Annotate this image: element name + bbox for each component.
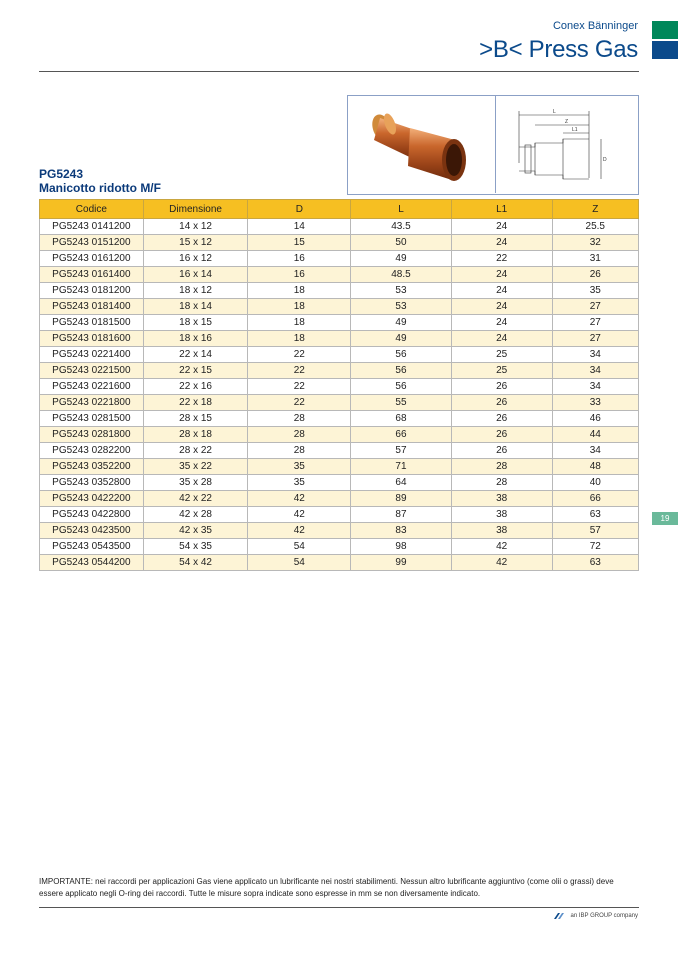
table-row bbox=[40, 331, 639, 347]
table-row bbox=[40, 251, 639, 267]
table-cell: 15 x 12 bbox=[143, 235, 248, 251]
drawing-label-d: D bbox=[603, 157, 607, 163]
table-body bbox=[40, 219, 639, 571]
table-cell: PG5243 0221500 bbox=[40, 363, 144, 379]
table-cell: 26 bbox=[451, 379, 552, 395]
table-cell: 28 bbox=[248, 411, 351, 427]
table-row bbox=[40, 491, 639, 507]
table-cell: 89 bbox=[351, 491, 452, 507]
table-cell: 66 bbox=[552, 491, 639, 507]
table-cell: 42 bbox=[248, 523, 351, 539]
table-row bbox=[40, 443, 639, 459]
table-cell: PG5243 0141200 bbox=[40, 219, 144, 235]
table-cell: PG5243 0352800 bbox=[40, 475, 144, 491]
table-cell: 25.5 bbox=[552, 219, 639, 235]
table-cell: 16 x 14 bbox=[143, 267, 248, 283]
table-header-row bbox=[40, 200, 639, 219]
table-cell: 18 bbox=[248, 331, 351, 347]
table-cell: 24 bbox=[451, 315, 552, 331]
column-header-d: D bbox=[248, 200, 351, 219]
table-cell: 34 bbox=[552, 363, 639, 379]
table-cell: 53 bbox=[351, 283, 452, 299]
footer-divider bbox=[39, 907, 639, 908]
table-cell: 42 bbox=[451, 555, 552, 571]
table-cell: 18 bbox=[248, 299, 351, 315]
table-cell: PG5243 0281500 bbox=[40, 411, 144, 427]
table-cell: PG5243 0281800 bbox=[40, 427, 144, 443]
page-number-tab: 19 bbox=[652, 512, 678, 525]
table-cell: 99 bbox=[351, 555, 452, 571]
table-cell: 22 x 14 bbox=[143, 347, 248, 363]
table-cell: 22 bbox=[248, 347, 351, 363]
table-cell: 38 bbox=[451, 491, 552, 507]
table-cell: 43.5 bbox=[351, 219, 452, 235]
table-cell: PG5243 0544200 bbox=[40, 555, 144, 571]
table-row bbox=[40, 395, 639, 411]
table-row bbox=[40, 299, 639, 315]
table-row bbox=[40, 523, 639, 539]
table-cell: 14 bbox=[248, 219, 351, 235]
fitting-drawing bbox=[505, 103, 633, 187]
table-cell: 68 bbox=[351, 411, 452, 427]
table-row bbox=[40, 475, 639, 491]
table-cell: 24 bbox=[451, 283, 552, 299]
table-cell: 66 bbox=[351, 427, 452, 443]
table-cell: 18 bbox=[248, 283, 351, 299]
table-cell: 55 bbox=[351, 395, 452, 411]
table-cell: 28 x 18 bbox=[143, 427, 248, 443]
table-cell: 22 bbox=[248, 395, 351, 411]
column-header-l1: L1 bbox=[451, 200, 552, 219]
table-cell: PG5243 0161200 bbox=[40, 251, 144, 267]
product-name: Manicotto ridotto M/F bbox=[39, 181, 161, 195]
table-cell: 28 bbox=[248, 427, 351, 443]
table-cell: 49 bbox=[351, 315, 452, 331]
table-cell: 28 bbox=[248, 443, 351, 459]
table-cell: 56 bbox=[351, 363, 452, 379]
drawing-label-z: Z bbox=[565, 119, 569, 125]
table-cell: 35 x 28 bbox=[143, 475, 248, 491]
table-row bbox=[40, 219, 639, 235]
table-cell: 42 x 22 bbox=[143, 491, 248, 507]
table-cell: 27 bbox=[552, 315, 639, 331]
table-row bbox=[40, 379, 639, 395]
table-cell: 56 bbox=[351, 347, 452, 363]
table-cell: 42 bbox=[451, 539, 552, 555]
table-cell: PG5243 0151200 bbox=[40, 235, 144, 251]
table-cell: 34 bbox=[552, 443, 639, 459]
table-cell: 16 bbox=[248, 267, 351, 283]
table-cell: PG5243 0181400 bbox=[40, 299, 144, 315]
table-cell: 46 bbox=[552, 411, 639, 427]
table-cell: 42 bbox=[248, 491, 351, 507]
table-cell: 42 bbox=[248, 507, 351, 523]
table-cell: 57 bbox=[552, 523, 639, 539]
table-cell: 26 bbox=[451, 443, 552, 459]
table-row bbox=[40, 267, 639, 283]
table-row bbox=[40, 555, 639, 571]
table-cell: 49 bbox=[351, 331, 452, 347]
table-cell: 26 bbox=[451, 411, 552, 427]
table-cell: 16 x 12 bbox=[143, 251, 248, 267]
brand-conex: Conex bbox=[552, 20, 585, 32]
table-cell: 54 bbox=[248, 555, 351, 571]
table-cell: 38 bbox=[451, 523, 552, 539]
table-cell: 24 bbox=[451, 267, 552, 283]
table-cell: PG5243 0181200 bbox=[40, 283, 144, 299]
table-cell: 26 bbox=[451, 427, 552, 443]
table-cell: PG5243 0422800 bbox=[40, 507, 144, 523]
column-header-l: L bbox=[351, 200, 452, 219]
table-cell: 83 bbox=[351, 523, 452, 539]
footer-company: an IBP GROUP company bbox=[570, 913, 638, 919]
fitting-photo bbox=[360, 100, 480, 186]
table-row bbox=[40, 283, 639, 299]
product-table bbox=[39, 199, 639, 571]
table-cell: 22 x 16 bbox=[143, 379, 248, 395]
table-cell: 31 bbox=[552, 251, 639, 267]
table-cell: 16 bbox=[248, 251, 351, 267]
table-cell: 56 bbox=[351, 379, 452, 395]
header-divider bbox=[39, 71, 639, 72]
brand-logo-text: >B< Press Gas bbox=[479, 36, 638, 63]
table-cell: 44 bbox=[552, 427, 639, 443]
drawing-label-l: L bbox=[553, 109, 556, 115]
table-cell: 98 bbox=[351, 539, 452, 555]
table-cell: 63 bbox=[552, 507, 639, 523]
table-cell: 54 bbox=[248, 539, 351, 555]
table-cell: 53 bbox=[351, 299, 452, 315]
table-cell: 24 bbox=[451, 219, 552, 235]
column-header-codice: Codice bbox=[40, 200, 144, 219]
table-row bbox=[40, 363, 639, 379]
table-cell: 14 x 12 bbox=[143, 219, 248, 235]
table-cell: 24 bbox=[451, 299, 552, 315]
table-cell: 34 bbox=[552, 379, 639, 395]
table-cell: 38 bbox=[451, 507, 552, 523]
table-cell: 57 bbox=[351, 443, 452, 459]
ibp-logo-icon bbox=[553, 913, 565, 919]
table-cell: 24 bbox=[451, 331, 552, 347]
table-cell: PG5243 0282200 bbox=[40, 443, 144, 459]
table-cell: 25 bbox=[451, 347, 552, 363]
table-cell: 22 bbox=[248, 363, 351, 379]
table-row bbox=[40, 459, 639, 475]
table-row bbox=[40, 411, 639, 427]
brand-blue-square bbox=[652, 41, 678, 59]
table-cell: PG5243 0221400 bbox=[40, 347, 144, 363]
table-cell: 35 x 22 bbox=[143, 459, 248, 475]
table-cell: PG5243 0161400 bbox=[40, 267, 144, 283]
table-cell: 32 bbox=[552, 235, 639, 251]
table-cell: 87 bbox=[351, 507, 452, 523]
table-cell: 71 bbox=[351, 459, 452, 475]
table-cell: 49 bbox=[351, 251, 452, 267]
table-cell: 15 bbox=[248, 235, 351, 251]
table-cell: 35 bbox=[248, 459, 351, 475]
brand-subtitle bbox=[553, 20, 638, 32]
product-code: PG5243 bbox=[39, 167, 84, 181]
table-cell: 63 bbox=[552, 555, 639, 571]
table-cell: 48 bbox=[552, 459, 639, 475]
table-cell: 48.5 bbox=[351, 267, 452, 283]
table-cell: 18 x 14 bbox=[143, 299, 248, 315]
table-cell: 26 bbox=[552, 267, 639, 283]
table-cell: 64 bbox=[351, 475, 452, 491]
table-cell: 42 x 35 bbox=[143, 523, 248, 539]
table-cell: PG5243 0221800 bbox=[40, 395, 144, 411]
table-cell: PG5243 0423500 bbox=[40, 523, 144, 539]
table-cell: 28 bbox=[451, 475, 552, 491]
table-cell: 28 bbox=[451, 459, 552, 475]
table-cell: PG5243 0221600 bbox=[40, 379, 144, 395]
table-cell: PG5243 0422200 bbox=[40, 491, 144, 507]
table-cell: 33 bbox=[552, 395, 639, 411]
table-cell: 35 bbox=[248, 475, 351, 491]
table-cell: 25 bbox=[451, 363, 552, 379]
table-row bbox=[40, 507, 639, 523]
table-cell: 18 x 15 bbox=[143, 315, 248, 331]
brand-green-square bbox=[652, 21, 678, 39]
table-cell: 40 bbox=[552, 475, 639, 491]
table-cell: 50 bbox=[351, 235, 452, 251]
column-header-z: Z bbox=[552, 200, 639, 219]
table-cell: 22 x 18 bbox=[143, 395, 248, 411]
important-note: IMPORTANTE: nei raccordi per applicazioni Gas viene applicato un lubrificante nei nostri stabilimenti. Nessun altro lubrificante aggiuntivo (come olii o grassi) deve essere applicato negli O-ring dei raccordi. Tutte le misure sopra indicate sono espresse in mm se non diversamente indicato. bbox=[39, 877, 614, 898]
drawing-label-l1: L1 bbox=[572, 127, 578, 133]
table-cell: 18 x 12 bbox=[143, 283, 248, 299]
table-cell: 42 x 28 bbox=[143, 507, 248, 523]
column-header-dimensione: Dimensione bbox=[143, 200, 248, 219]
table-cell: 22 x 15 bbox=[143, 363, 248, 379]
table-cell: 18 bbox=[248, 315, 351, 331]
table-cell: 35 bbox=[552, 283, 639, 299]
table-row bbox=[40, 315, 639, 331]
table-cell: PG5243 0181600 bbox=[40, 331, 144, 347]
table-cell: 34 bbox=[552, 347, 639, 363]
table-cell: PG5243 0352200 bbox=[40, 459, 144, 475]
table-cell: 28 x 15 bbox=[143, 411, 248, 427]
table-cell: 27 bbox=[552, 299, 639, 315]
table-cell: 24 bbox=[451, 235, 552, 251]
table-cell: 18 x 16 bbox=[143, 331, 248, 347]
table-cell: 22 bbox=[248, 379, 351, 395]
table-row bbox=[40, 427, 639, 443]
table-row bbox=[40, 539, 639, 555]
table-cell: 28 x 22 bbox=[143, 443, 248, 459]
table-cell: 26 bbox=[451, 395, 552, 411]
table-cell: 72 bbox=[552, 539, 639, 555]
table-cell: PG5243 0543500 bbox=[40, 539, 144, 555]
image-divider bbox=[495, 95, 496, 193]
table-cell: 27 bbox=[552, 331, 639, 347]
brand-banninger: Bänninger bbox=[587, 20, 638, 32]
table-row bbox=[40, 347, 639, 363]
table-cell: 54 x 35 bbox=[143, 539, 248, 555]
table-cell: 22 bbox=[451, 251, 552, 267]
table-cell: PG5243 0181500 bbox=[40, 315, 144, 331]
table-cell: 54 x 42 bbox=[143, 555, 248, 571]
table-row bbox=[40, 235, 639, 251]
